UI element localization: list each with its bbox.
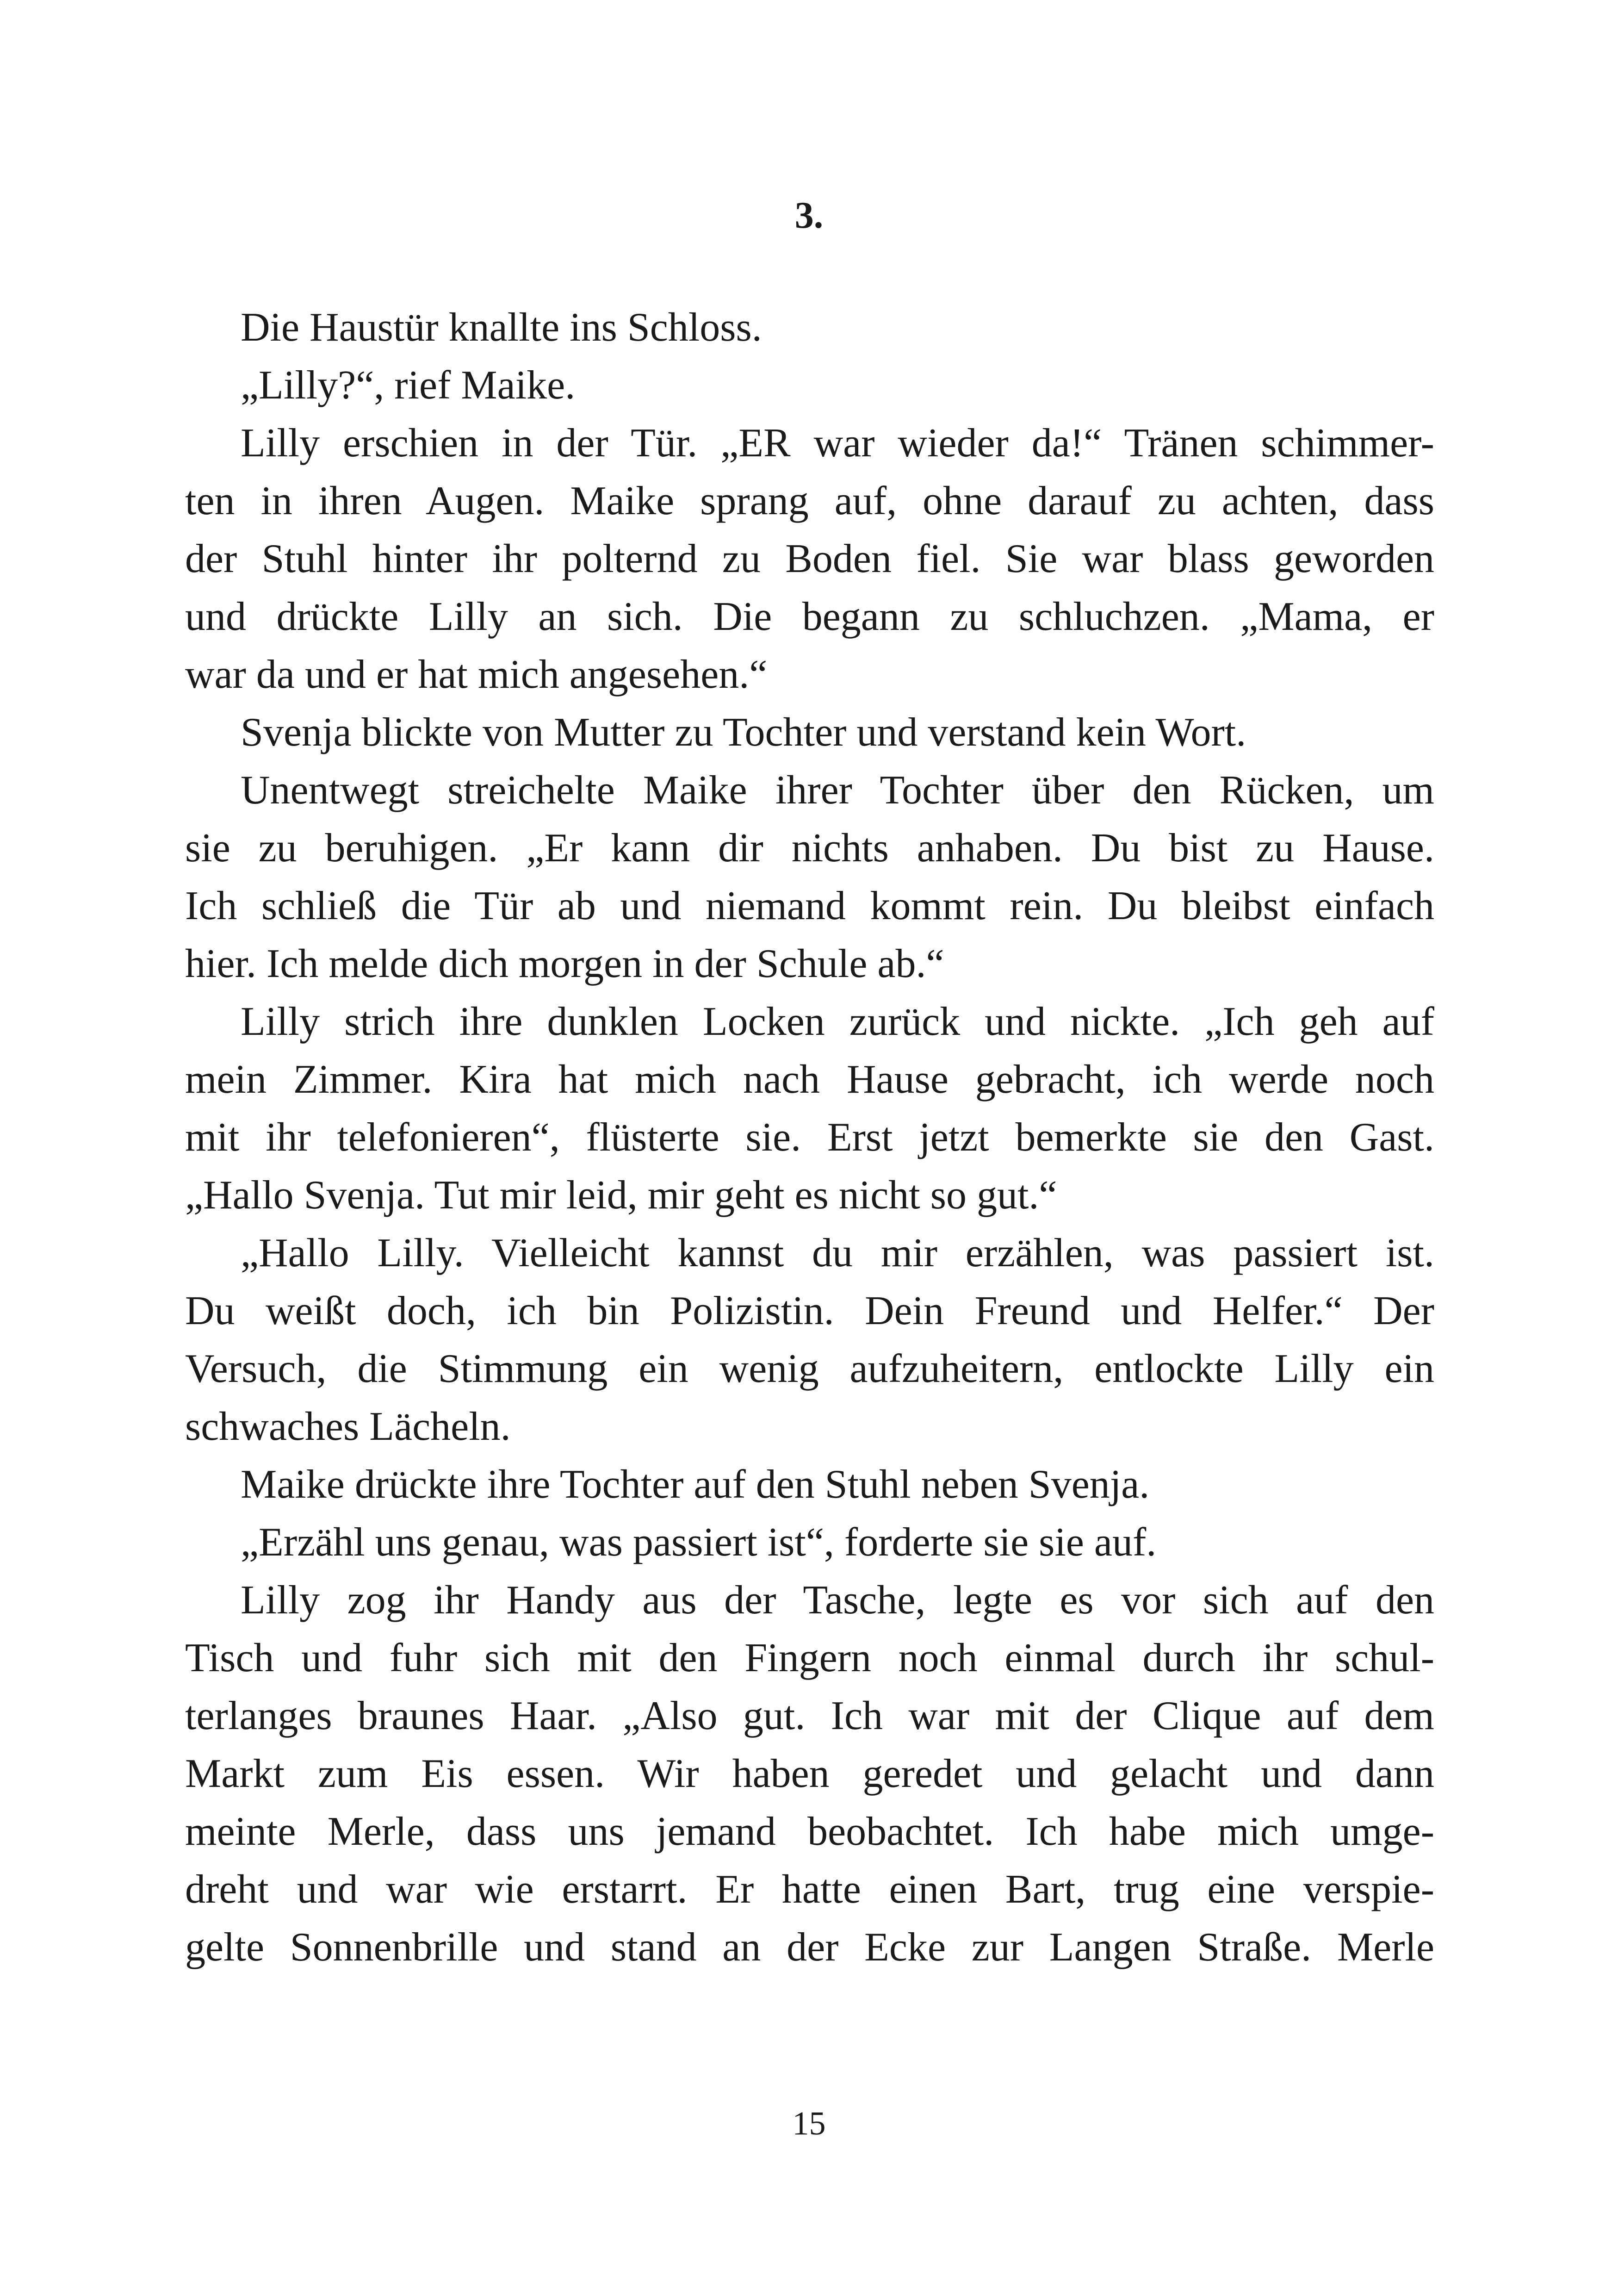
paragraph — [185, 414, 1434, 703]
text-line: Die Haustür knallte ins Schloss. — [241, 305, 762, 350]
text-line: Svenja blickte von Mutter zu Tochter und verstand kein Wort. — [241, 710, 1246, 755]
text-line: Lilly zog ihr Handy aus der Tasche, legte es vor sich auf den — [241, 1578, 1434, 1623]
text-line: terlanges braunes Haar. „Also gut. Ich war mit der Clique auf dem — [185, 1693, 1434, 1738]
page-number: 15 — [792, 2105, 826, 2142]
text-line: mit ihr telefonieren“, flüsterte sie. Erst jetzt bemerkte sie den Gast. — [185, 1115, 1434, 1160]
text-line: Ich schließ die Tür ab und niemand kommt rein. Du bleibst einfach — [185, 884, 1434, 928]
text-line: ten in ihren Augen. Maike sprang auf, ohne darauf zu achten, dass — [185, 479, 1434, 523]
text-line: hier. Ich melde dich morgen in der Schule ab.“ — [185, 941, 944, 986]
paragraph — [185, 1513, 1434, 1571]
text-line: „Lilly?“, rief Maike. — [241, 363, 576, 408]
paragraph — [185, 1224, 1434, 1456]
text-line: Versuch, die Stimmung ein wenig aufzuheitern, entlockte Lilly ein — [185, 1346, 1434, 1391]
text-line: Tisch und fuhr sich mit den Fingern noch einmal durch ihr schul- — [185, 1636, 1434, 1680]
text-line: sie zu beruhigen. „Er kann dir nichts anhaben. Du bist zu Hause. — [185, 826, 1434, 871]
text-line: dreht und war wie erstarrt. Er hatte einen Bart, trug eine verspie- — [185, 1867, 1434, 1912]
paragraph — [185, 1456, 1434, 1513]
paragraph — [185, 299, 1434, 356]
chapter-number: 3. — [794, 194, 824, 236]
text-line: und drückte Lilly an sich. Die begann zu schluchzen. „Mama, er — [185, 594, 1434, 639]
paragraph — [185, 1571, 1434, 1976]
text-line: Du weißt doch, ich bin Polizistin. Dein Freund und Helfer.“ Der — [185, 1288, 1434, 1333]
text-line: „Hallo Lilly. Vielleicht kannst du mir erzählen, was passiert ist. — [241, 1231, 1434, 1276]
body-text — [185, 299, 1434, 1976]
text-line: „Hallo Svenja. Tut mir leid, mir geht es nicht so gut.“ — [185, 1173, 1057, 1218]
text-line: Unentwegt streichelte Maike ihrer Tochter über den Rücken, um — [241, 768, 1434, 813]
text-line: mein Zimmer. Kira hat mich nach Hause gebracht, ich werde noch — [185, 1057, 1434, 1102]
paragraph — [185, 356, 1434, 414]
text-line: Maike drückte ihre Tochter auf den Stuhl neben Svenja. — [241, 1462, 1150, 1507]
text-line: „Erzähl uns genau, was passiert ist“, forderte sie sie auf. — [241, 1520, 1157, 1565]
text-line: schwaches Lächeln. — [185, 1404, 511, 1449]
text-line: Markt zum Eis essen. Wir haben geredet und gelacht und dann — [185, 1751, 1434, 1796]
text-line: meinte Merle, dass uns jemand beobachtet. Ich habe mich umge- — [185, 1809, 1434, 1854]
text-line: Lilly erschien in der Tür. „ER war wieder da!“ Tränen schimmer- — [241, 421, 1434, 466]
text-line: gelte Sonnenbrille und stand an der Ecke zur Langen Straße. Merle — [185, 1925, 1434, 1970]
text-line: Lilly strich ihre dunklen Locken zurück und nickte. „Ich geh auf — [241, 999, 1434, 1044]
paragraph — [185, 703, 1434, 761]
text-line: der Stuhl hinter ihr polternd zu Boden fiel. Sie war blass geworden — [185, 536, 1434, 581]
text-line: war da und er hat mich angesehen.“ — [185, 652, 768, 697]
paragraph — [185, 761, 1434, 993]
paragraph — [185, 993, 1434, 1224]
